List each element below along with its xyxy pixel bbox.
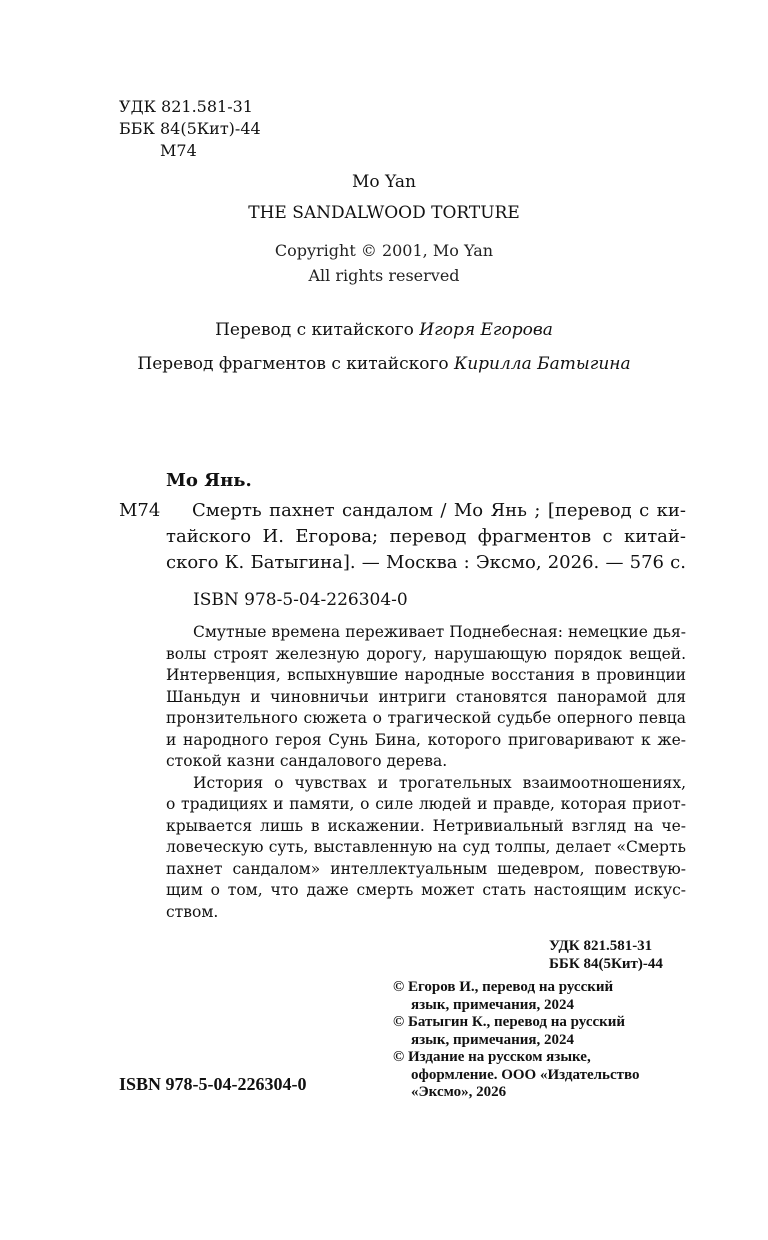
annotation-line: крывается лишь в искажении. Нетривиальный взгляд на че- bbox=[166, 816, 686, 835]
annotation-line: ловеческую суть, выставленную на суд толпы, делает «Смерть bbox=[166, 838, 686, 856]
original-author: Mo Yan bbox=[351, 172, 417, 192]
bbk-code-bottom: ББК 84(5Кит)-44 bbox=[549, 956, 663, 972]
annotation-line: щим о том, что даже смерть может стать настоящим искус- bbox=[166, 881, 686, 899]
entry-mark: М74 bbox=[119, 500, 161, 521]
fragment-translator-name: Кирилла Батыгина bbox=[454, 354, 631, 374]
entry-line-1: Смерть пахнет сандалом / Мо Янь ; [перевод с ки- bbox=[192, 500, 686, 521]
author-mark: М74 bbox=[160, 141, 197, 160]
copyright-notice-publisher-line: © Издание на русском языке, bbox=[393, 1049, 591, 1065]
rights-line: All rights reserved bbox=[308, 266, 460, 285]
isbn-bottom: ISBN 978-5-04-226304-0 bbox=[119, 1074, 307, 1094]
annotation-line: стокой казни сандалового дерева. bbox=[166, 752, 448, 770]
entry-isbn: ISBN 978-5-04-226304-0 bbox=[193, 590, 408, 610]
copyright-notice-translator-line: © Егоров И., перевод на русский bbox=[393, 979, 614, 995]
annotation-line: История о чувствах и трогательных взаимоотношениях, bbox=[193, 773, 686, 792]
copyright-notice-publisher-line: «Эксмо», 2026 bbox=[411, 1084, 507, 1100]
copyright-line: Copyright © 2001, Mo Yan bbox=[274, 241, 494, 260]
annotation-line: волы строят железную дорогу, нарушающую порядок вещей. bbox=[166, 644, 686, 663]
translator-credit-prefix: Перевод с китайского bbox=[215, 320, 420, 340]
annotation-line: Смутные времена переживает Поднебесная: немецкие дья- bbox=[193, 623, 686, 641]
annotation-line: ством. bbox=[166, 902, 219, 921]
udk-code-bottom: УДК 821.581-31 bbox=[549, 938, 653, 954]
copyright-notice-translator-line: язык, примечания, 2024 bbox=[411, 996, 574, 1013]
annotation-line: пронзительного сюжета о трагической судьбе оперного певца bbox=[166, 709, 686, 727]
entry-line-2: тайского И. Егорова; перевод фрагментов с китай- bbox=[166, 526, 686, 547]
translator-name: Игоря Егорова bbox=[419, 320, 553, 340]
copyright-notice-fragment-translator-line: язык, примечания, 2024 bbox=[411, 1031, 574, 1048]
annotation-line: Шаньдун и чиновничьи интриги становятся панорамой для bbox=[166, 687, 686, 706]
fragment-translator-prefix: Перевод фрагментов с китайского bbox=[137, 354, 455, 374]
annotation-line: и народного героя Сунь Бина, которого приговаривают к же- bbox=[166, 730, 686, 749]
entry-author-heading: Мо Янь. bbox=[166, 470, 252, 491]
annotation bbox=[166, 622, 686, 923]
bbk-code: ББК 84(5Кит)-44 bbox=[119, 119, 261, 138]
copyright-notice-publisher-line: оформление. ООО «Издательство bbox=[411, 1066, 640, 1083]
translator-credit bbox=[0, 320, 768, 340]
annotation-line: о традициях и памяти, о силе людей и правде, которая приот- bbox=[166, 795, 686, 813]
fragment-translator-credit bbox=[0, 354, 768, 374]
copyright-notice-fragment-translator-line: © Батыгин К., перевод на русский bbox=[393, 1014, 626, 1030]
annotation-paragraph-2 bbox=[166, 773, 686, 924]
entry-line-3: ского К. Батыгина]. — Москва : Эксмо, 2026. — 576 с. bbox=[166, 552, 686, 573]
original-title: THE SANDALWOOD TORTURE bbox=[248, 203, 520, 223]
annotation-line: Интервенция, вспыхнувшие народные восстания в провинции bbox=[166, 666, 686, 684]
udk-code: УДК 821.581-31 bbox=[119, 97, 253, 116]
copyright-notices bbox=[393, 979, 640, 1102]
annotation-paragraph-1 bbox=[166, 622, 686, 773]
annotation-line: пахнет сандалом» интеллектуальным шедевром, повествую- bbox=[166, 859, 686, 878]
